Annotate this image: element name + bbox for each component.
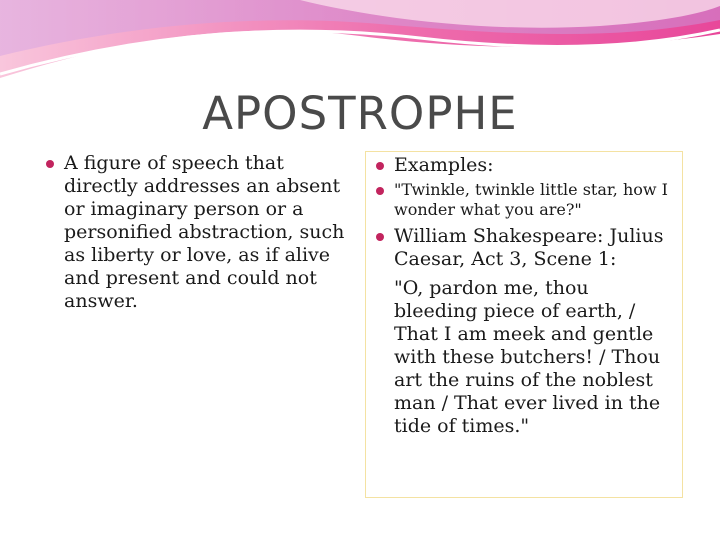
examples-box	[365, 151, 683, 498]
definition-list	[44, 152, 352, 313]
example-shakespeare-source: William Shakespeare: Julius Caesar, Act 3, Scene 1:	[374, 225, 678, 271]
header-wave-decoration	[0, 0, 720, 90]
examples-heading: Examples:	[374, 154, 678, 177]
examples-list	[374, 154, 678, 271]
left-content-column	[44, 152, 352, 313]
example-shakespeare-quote: "O, pardon me, thou bleeding piece of earth, / That I am meek and gentle with these butchers! / Thou art the ruins of the noblest man / That ever lived in the tide of times."	[394, 277, 661, 437]
slide-title: APOSTROPHE	[202, 87, 518, 140]
example-twinkle: "Twinkle, twinkle little star, how I wonder what you are?"	[374, 180, 678, 220]
definition-bullet: A figure of speech that directly addresses an absent or imaginary person or a personified abstraction, such as liberty or love, as if alive and present and could not answer.	[44, 152, 352, 313]
